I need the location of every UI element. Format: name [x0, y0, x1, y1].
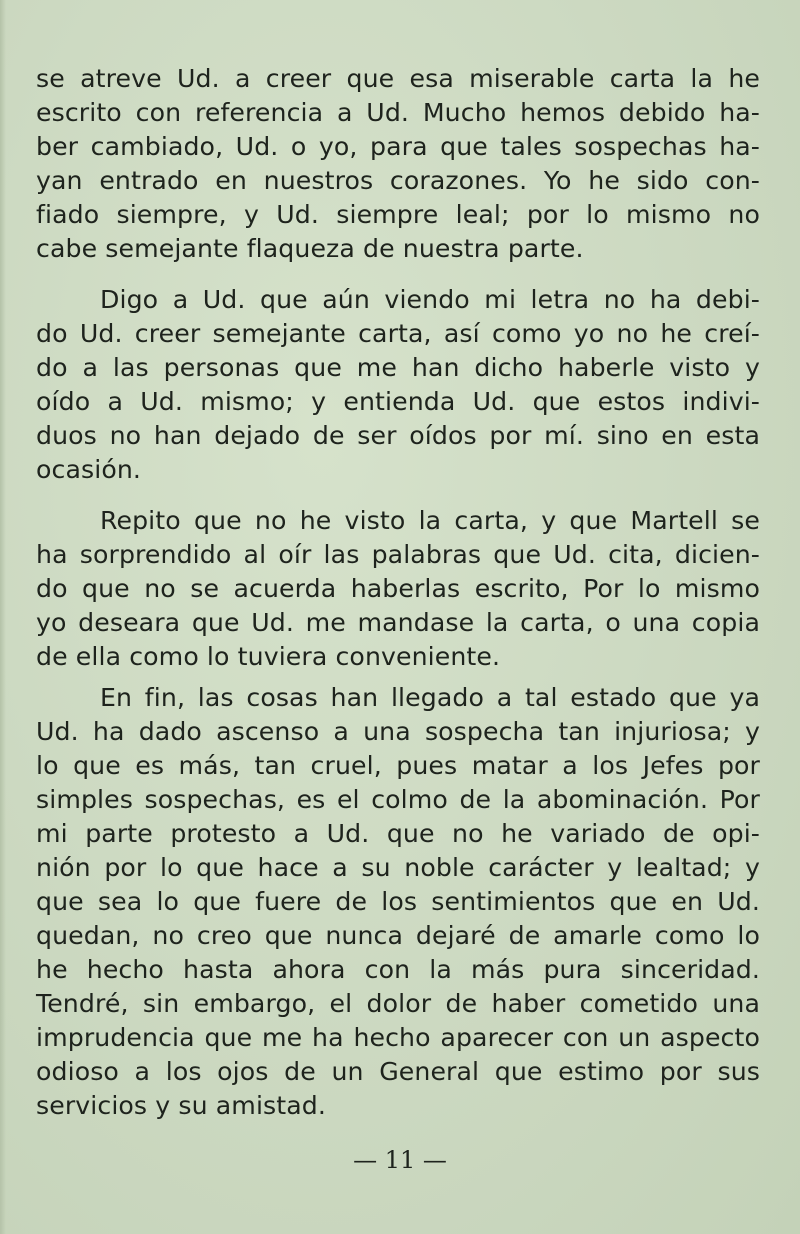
- text-line: oído a Ud. mismo; y entienda Ud. que estos indivi-: [36, 387, 760, 416]
- paragraph-1: [36, 62, 760, 266]
- text-line: Ud. ha dado ascenso a una sospecha tan injuriosa; y: [36, 717, 760, 746]
- text-line: se atreve Ud. a creer que esa miserable carta la he: [36, 64, 760, 93]
- text-line: ha sorprendido al oír las palabras que Ud. cita, dicien-: [36, 540, 760, 569]
- text-line: mi parte protesto a Ud. que no he variado de opi-: [36, 819, 760, 848]
- text-line: yo deseara que Ud. me mandase la carta, o una copia: [36, 608, 760, 637]
- text-line: odioso a los ojos de un General que estimo por sus: [36, 1057, 760, 1086]
- text-line: quedan, no creo que nunca dejaré de amarle como lo: [36, 921, 760, 950]
- text-line: que sea lo que fuere de los sentimientos que en Ud.: [36, 887, 760, 916]
- text-line: imprudencia que me ha hecho aparecer con un aspecto: [36, 1023, 760, 1052]
- text-line: duos no han dejado de ser oídos por mí. sino en esta: [36, 421, 760, 450]
- text-line: Repito que no he visto la carta, y que Martell se: [100, 506, 760, 535]
- paragraph-4: [36, 681, 760, 1123]
- text-line: Digo a Ud. que aún viendo mi letra no ha debi-: [100, 285, 760, 314]
- text-line: do Ud. creer semejante carta, así como yo no he creí-: [36, 319, 760, 348]
- text-line: do a las personas que me han dicho haberle visto y: [36, 353, 760, 382]
- text-line: fiado siempre, y Ud. siempre leal; por lo mismo no: [36, 200, 760, 229]
- paragraph-3: [36, 504, 760, 674]
- page-spine-shadow: [0, 0, 6, 1234]
- text-line: nión por lo que hace a su noble carácter y lealtad; y: [36, 853, 760, 882]
- page-number: — 11 —: [353, 1146, 447, 1174]
- text-line: servicios y su amistad.: [36, 1091, 326, 1120]
- text-line: ber cambiado, Ud. o yo, para que tales sospechas ha-: [36, 132, 760, 161]
- text-line: do que no se acuerda haberlas escrito, Por lo mismo: [36, 574, 760, 603]
- text-line: he hecho hasta ahora con la más pura sinceridad.: [36, 955, 760, 984]
- text-line: En fin, las cosas han llegado a tal estado que ya: [100, 683, 760, 712]
- text-line: cabe semejante flaqueza de nuestra parte.: [36, 234, 584, 263]
- text-line: ocasión.: [36, 455, 141, 484]
- text-line: de ella como lo tuviera conveniente.: [36, 642, 501, 671]
- paragraph-2: [36, 283, 760, 487]
- text-line: simples sospechas, es el colmo de la abominación. Por: [36, 785, 760, 814]
- text-line: escrito con referencia a Ud. Mucho hemos debido ha-: [36, 98, 760, 127]
- text-line: yan entrado en nuestros corazones. Yo he sido con-: [36, 166, 760, 195]
- text-line: Tendré, sin embargo, el dolor de haber cometido una: [36, 989, 760, 1018]
- text-line: lo que es más, tan cruel, pues matar a los Jefes por: [36, 751, 760, 780]
